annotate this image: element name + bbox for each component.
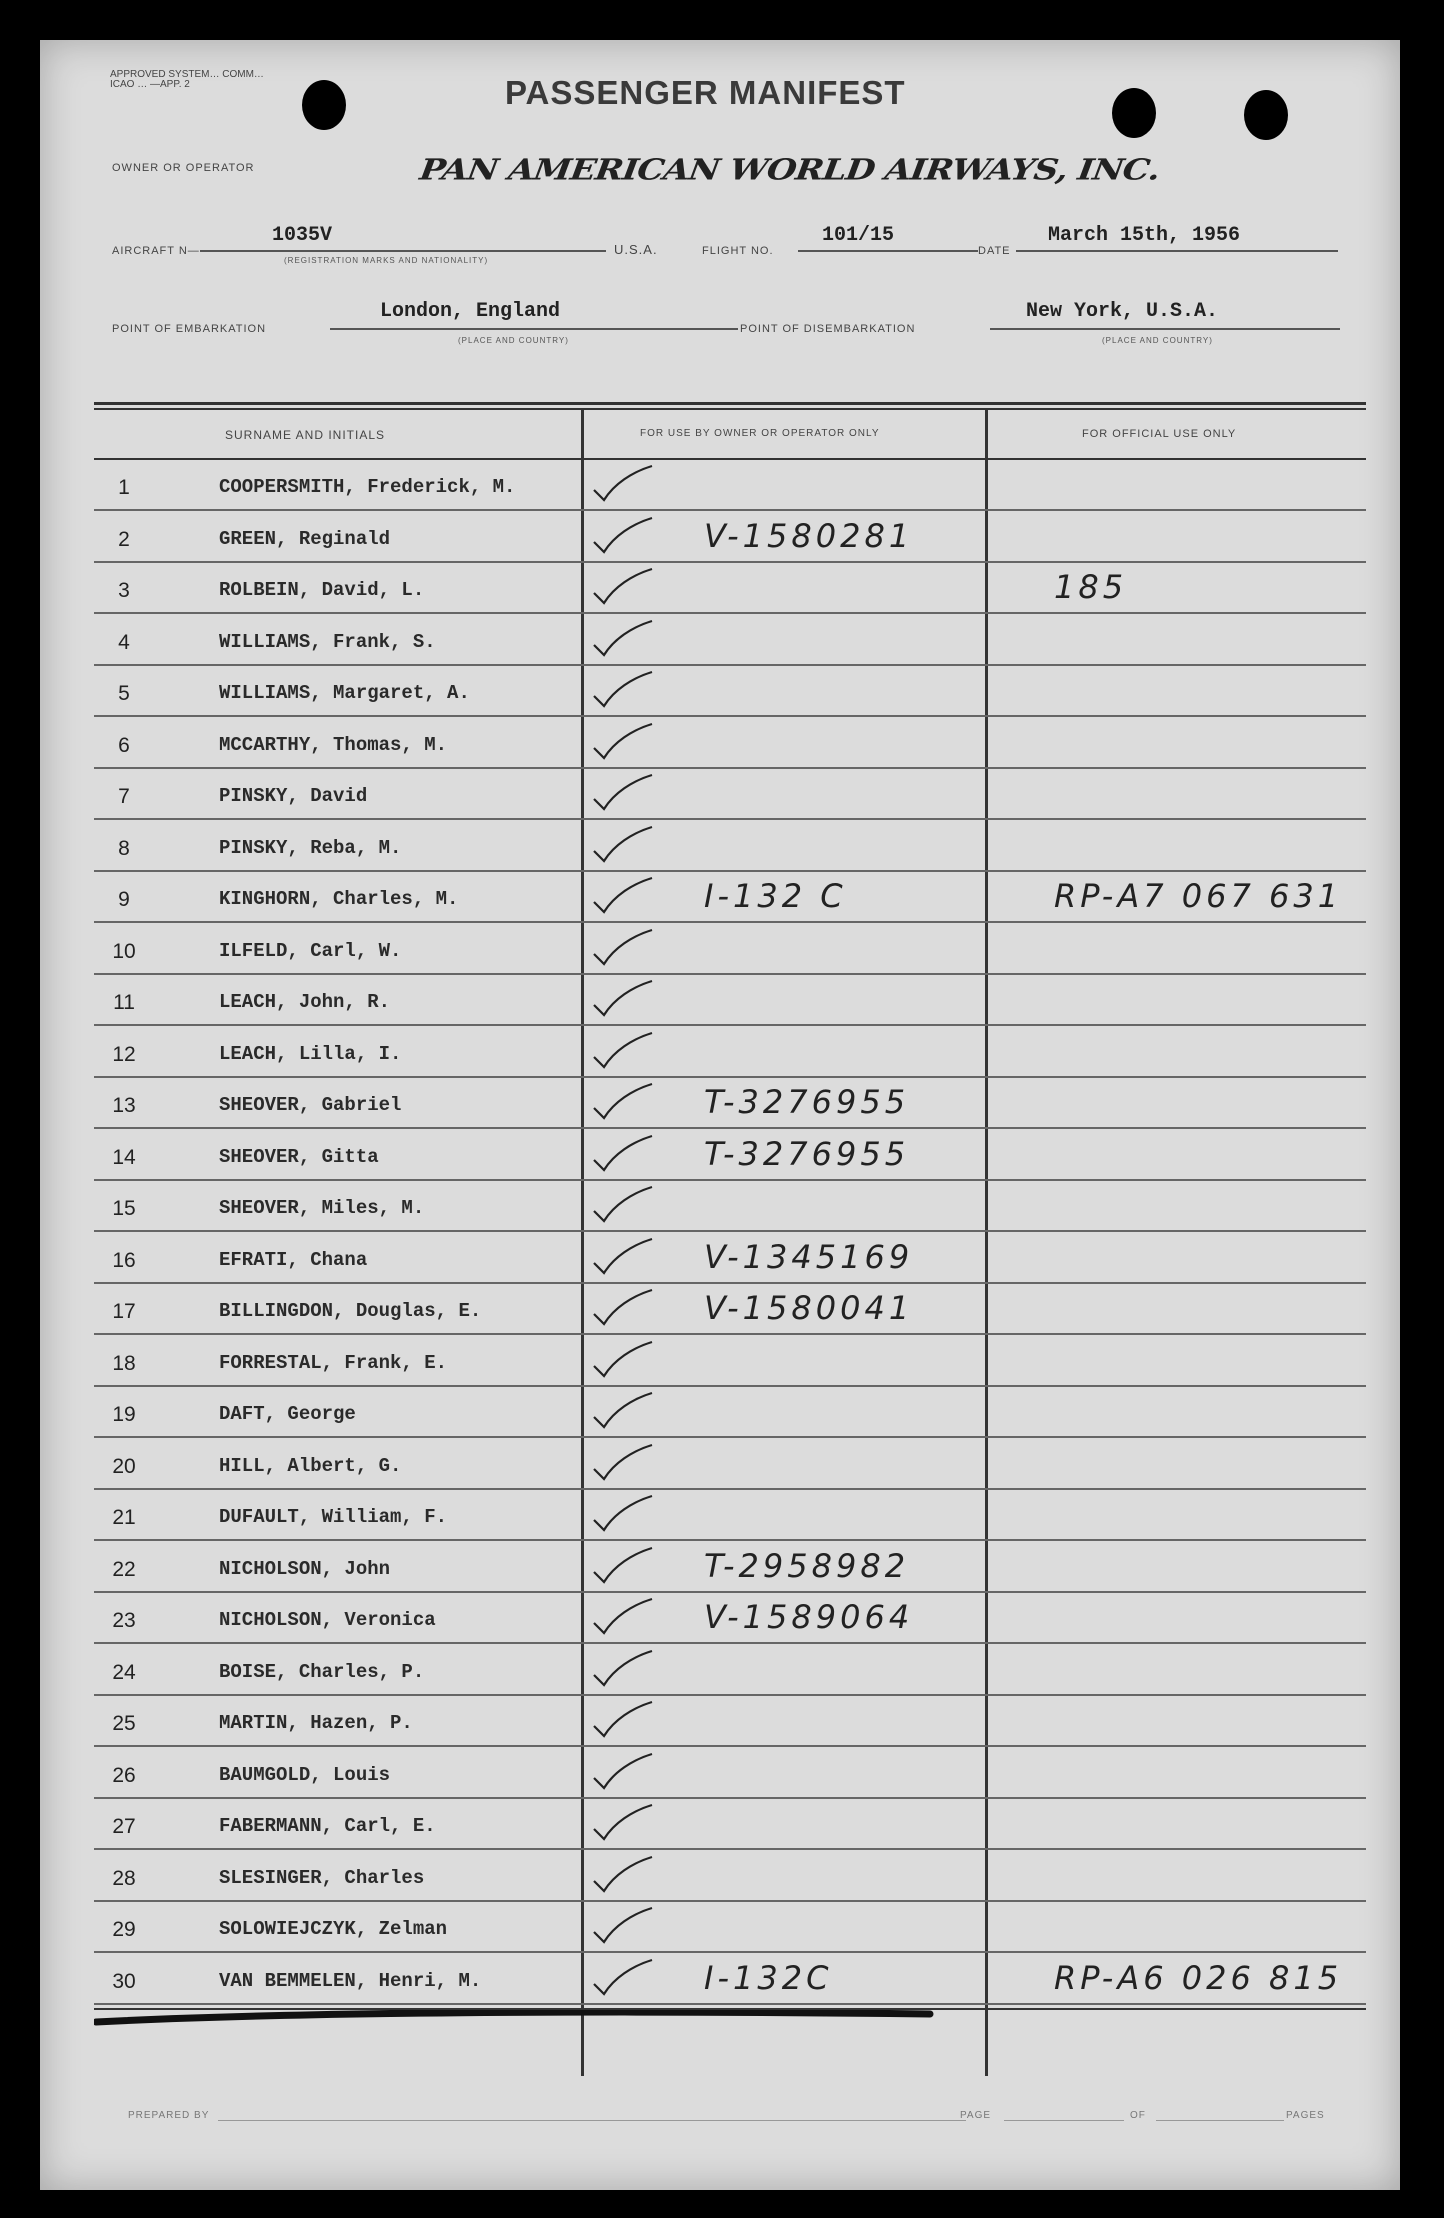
checkmark-icon — [592, 876, 654, 916]
checkmark-icon — [592, 1803, 654, 1843]
checkmark-icon — [592, 1597, 654, 1637]
checkmark-icon — [592, 1906, 654, 1946]
official-entry: RP-A7 067 631 — [1054, 877, 1343, 915]
table-row — [94, 1645, 1366, 1696]
row-number: 27 — [112, 1815, 136, 1838]
table-row — [94, 872, 1366, 923]
checkmark-icon — [592, 1700, 654, 1740]
col-operator-use: FOR USE BY OWNER OR OPERATOR ONLY — [640, 428, 880, 439]
row-number: 12 — [112, 1042, 136, 1066]
row-number: 26 — [112, 1763, 136, 1787]
checkmark-icon — [592, 1855, 654, 1895]
checkmark-icon — [592, 1340, 654, 1380]
checkmark-icon — [592, 1134, 654, 1174]
row-number: 1 — [118, 476, 130, 499]
of-label: OF — [1130, 2110, 1146, 2121]
embark-label: POINT OF EMBARKATION — [112, 323, 267, 335]
passenger-name: SHEOVER, Miles, M. — [219, 1197, 425, 1219]
passenger-name: WILLIAMS, Margaret, A. — [219, 682, 470, 704]
operator-entry: T-2958982 — [704, 1546, 910, 1585]
passenger-name: HILL, Albert, G. — [219, 1454, 402, 1477]
passenger-name: WILLIAMS, Frank, S. — [219, 630, 436, 653]
table-row — [94, 718, 1366, 769]
row-number: 6 — [118, 733, 130, 757]
checkmark-icon — [592, 1649, 654, 1689]
row-number: 10 — [112, 939, 136, 963]
table-row — [94, 460, 1366, 511]
checkmark-icon — [592, 1031, 654, 1071]
row-number: 24 — [112, 1660, 136, 1684]
passenger-name: VAN BEMMELEN, Henri, M. — [219, 1969, 482, 1992]
row-number: 14 — [112, 1145, 136, 1169]
passenger-name: PINSKY, Reba, M. — [219, 836, 402, 859]
checkmark-icon — [592, 1443, 654, 1483]
passenger-name: EFRATI, Chana — [219, 1248, 368, 1271]
operator-entry: V-1580281 — [704, 516, 914, 555]
passenger-name: NICHOLSON, Veronica — [219, 1609, 436, 1631]
checkmark-icon — [592, 1752, 654, 1792]
embark-value: London, England — [380, 300, 561, 323]
page-title: PASSENGER MANIFEST — [505, 74, 906, 111]
table-row — [94, 1078, 1366, 1129]
operator-entry: V-1580041 — [704, 1289, 914, 1327]
row-number: 9 — [118, 888, 130, 911]
disembark-place-sub: (PLACE AND COUNTRY) — [1102, 336, 1213, 345]
row-number: 8 — [118, 836, 130, 860]
row-number: 22 — [112, 1557, 136, 1581]
passenger-name: NICHOLSON, John — [219, 1557, 391, 1580]
passenger-name: MARTIN, Hazen, P. — [219, 1712, 413, 1734]
checkmark-icon — [592, 1288, 654, 1328]
country-label: U.S.A. — [614, 242, 658, 257]
table-row — [94, 1799, 1366, 1850]
table-row — [94, 1851, 1366, 1902]
checkmark-icon — [592, 464, 654, 504]
passenger-name: PINSKY, David — [219, 785, 368, 807]
col-official-use: FOR OFFICIAL USE ONLY — [1082, 428, 1237, 440]
checkmark-icon — [592, 1494, 654, 1534]
official-entry: 185 — [1054, 568, 1128, 606]
pages-label: PAGES — [1286, 2110, 1325, 2121]
registration-sub: (REGISTRATION MARKS AND NATIONALITY) — [284, 256, 489, 265]
row-number: 15 — [112, 1197, 136, 1220]
passenger-name: LEACH, John, R. — [219, 991, 391, 1013]
form-code: APPROVED SYSTEM… COMM… ICAO … —APP. 2 — [110, 69, 264, 90]
table-row — [94, 1902, 1366, 1953]
table-row — [94, 1336, 1366, 1387]
checkmark-icon — [592, 1391, 654, 1431]
operator-entry: V-1345169 — [704, 1237, 914, 1276]
operator-name: PAN AMERICAN WORLD AIRWAYS, INC. — [417, 153, 1162, 187]
passenger-name: FORRESTAL, Frank, E. — [219, 1351, 448, 1374]
manifest-page — [40, 40, 1400, 2190]
row-number: 11 — [113, 991, 135, 1014]
table-row — [94, 1233, 1366, 1284]
flight-label: FLIGHT NO. — [702, 245, 774, 257]
passenger-name: COOPERSMITH, Frederick, M. — [219, 476, 516, 498]
flight-value: 101/15 — [822, 224, 895, 247]
punch-hole-left — [302, 80, 346, 130]
checkmark-icon — [592, 979, 654, 1019]
passenger-name: GREEN, Reginald — [219, 527, 391, 550]
passenger-name: ILFELD, Carl, W. — [219, 939, 402, 962]
aircraft-label: AIRCRAFT N— — [112, 245, 200, 257]
row-number: 21 — [112, 1506, 136, 1529]
table-row — [94, 1748, 1366, 1799]
passenger-name: SHEOVER, Gitta — [219, 1145, 379, 1168]
passenger-name: DAFT, George — [219, 1403, 356, 1425]
row-number: 18 — [112, 1351, 136, 1375]
table-row — [94, 512, 1366, 563]
passenger-name: BILLINGDON, Douglas, E. — [219, 1300, 482, 1322]
table-row — [94, 924, 1366, 975]
row-number: 30 — [112, 1969, 136, 1993]
table-row — [94, 1696, 1366, 1747]
disembark-value: New York, U.S.A. — [1026, 300, 1219, 323]
checkmark-icon — [592, 619, 654, 659]
prepared-label: PREPARED BY — [128, 2110, 210, 2121]
table-row — [94, 975, 1366, 1026]
operator-entry: I-132 C — [704, 877, 847, 915]
checkmark-icon — [592, 1082, 654, 1122]
checkmark-icon — [592, 825, 654, 865]
row-number: 23 — [112, 1609, 136, 1632]
passenger-name: SHEOVER, Gabriel — [219, 1094, 402, 1116]
row-number: 5 — [118, 682, 130, 705]
operator-entry: I-132C — [704, 1958, 833, 1997]
checkmark-icon — [592, 567, 654, 607]
passenger-name: DUFAULT, William, F. — [219, 1506, 448, 1528]
table-row — [94, 666, 1366, 717]
table-row — [94, 1593, 1366, 1644]
row-number: 20 — [112, 1454, 136, 1478]
table-row — [94, 1542, 1366, 1593]
table-row — [94, 769, 1366, 820]
checkmark-icon — [592, 1237, 654, 1277]
checkmark-icon — [592, 516, 654, 556]
official-entry: RP-A6 026 815 — [1054, 1958, 1343, 1997]
date-value: March 15th, 1956 — [1048, 224, 1241, 247]
checkmark-icon — [592, 1185, 654, 1225]
table-row — [94, 615, 1366, 666]
operator-entry: T-3276955 — [704, 1083, 910, 1121]
row-number: 4 — [118, 630, 130, 654]
table-row — [94, 1181, 1366, 1232]
table-row — [94, 1387, 1366, 1438]
col-surname: SURNAME AND INITIALS — [225, 428, 386, 442]
operator-entry: V-1589064 — [704, 1598, 914, 1636]
checkmark-icon — [592, 1958, 654, 1998]
embark-place-sub: (PLACE AND COUNTRY) — [458, 336, 569, 345]
owner-label: OWNER OR OPERATOR — [112, 162, 255, 174]
table-row — [94, 1284, 1366, 1335]
punch-hole-right-2 — [1244, 90, 1288, 140]
row-number: 16 — [112, 1248, 136, 1272]
row-number: 19 — [112, 1403, 136, 1426]
passenger-name: MCCARTHY, Thomas, M. — [219, 733, 448, 756]
checkmark-icon — [592, 670, 654, 710]
row-number: 28 — [112, 1866, 136, 1890]
row-number: 2 — [118, 527, 130, 551]
passenger-name: SOLOWIEJCZYK, Zelman — [219, 1918, 448, 1940]
passenger-name: FABERMANN, Carl, E. — [219, 1815, 436, 1837]
table-row — [94, 1130, 1366, 1181]
table-row — [94, 1490, 1366, 1541]
date-label: DATE — [978, 245, 1011, 257]
passenger-name: ROLBEIN, David, L. — [219, 579, 425, 601]
passenger-name: KINGHORN, Charles, M. — [219, 888, 459, 910]
table-row — [94, 563, 1366, 614]
passenger-name: BOISE, Charles, P. — [219, 1660, 425, 1683]
row-number: 3 — [118, 579, 130, 602]
punch-hole-right-1 — [1112, 88, 1156, 138]
page-label: PAGE — [960, 2110, 992, 2121]
passenger-name: LEACH, Lilla, I. — [219, 1042, 402, 1065]
table-row — [94, 1439, 1366, 1490]
aircraft-value: 1035V — [272, 224, 333, 247]
table-row — [94, 1027, 1366, 1078]
passenger-name: BAUMGOLD, Louis — [219, 1763, 391, 1786]
row-number: 13 — [112, 1094, 136, 1117]
row-number: 17 — [112, 1300, 136, 1323]
table-row — [94, 821, 1366, 872]
row-number: 7 — [118, 785, 130, 808]
row-number: 29 — [112, 1918, 136, 1941]
checkmark-icon — [592, 928, 654, 968]
passenger-name: SLESINGER, Charles — [219, 1866, 425, 1889]
checkmark-icon — [592, 773, 654, 813]
operator-entry: T-3276955 — [704, 1134, 910, 1173]
row-number: 25 — [112, 1712, 136, 1735]
checkmark-icon — [592, 722, 654, 762]
checkmark-icon — [592, 1546, 654, 1586]
table-row — [94, 1954, 1366, 2005]
disembark-label: POINT OF DISEMBARKATION — [740, 323, 916, 335]
